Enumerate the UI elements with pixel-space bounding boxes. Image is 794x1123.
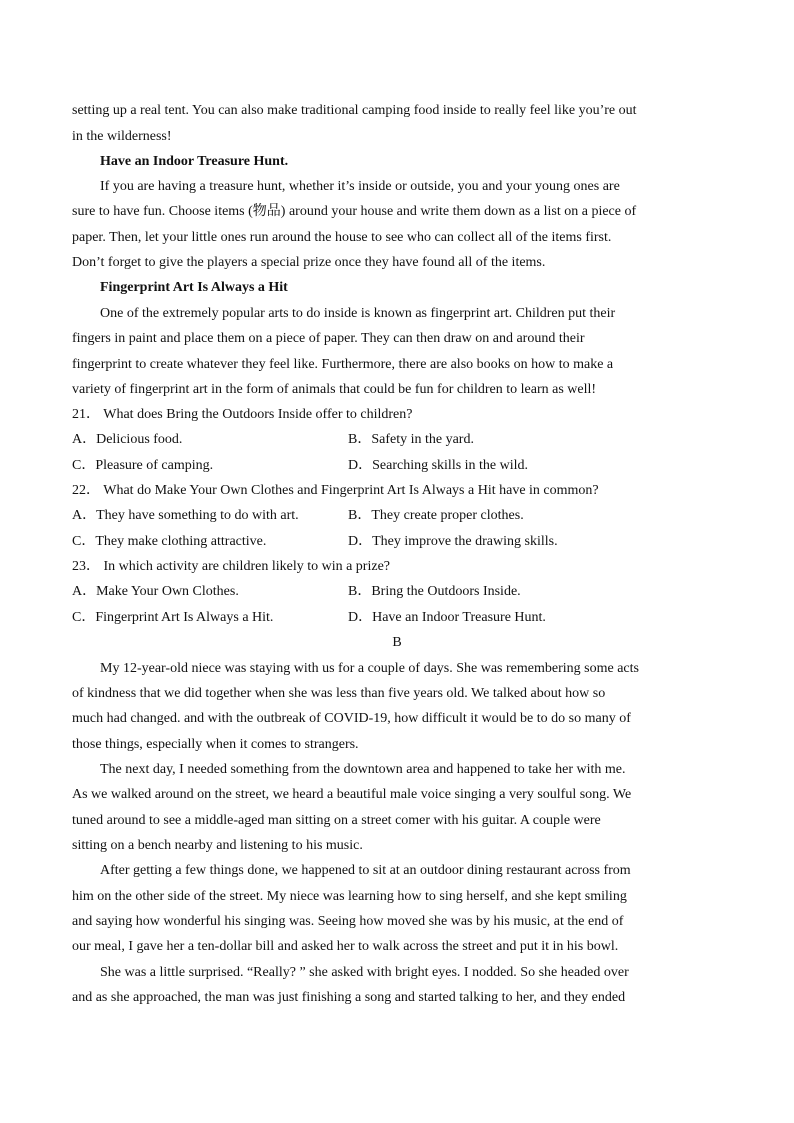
question-23-option-c: C．Fingerprint Art Is Always a Hit. <box>72 610 274 625</box>
question-stem-21: 21． What does Bring the Outdoors Inside offer to children? <box>72 407 413 422</box>
passage-line: sitting on a bench nearby and listening to his music. <box>72 838 363 853</box>
passage-line: The next day, I needed something from the downtown area and happened to take her with me. <box>100 762 626 777</box>
passage-line: much had changed. and with the outbreak of COVID-19, how difficult it would be to do so many of <box>72 711 631 726</box>
passage-line: variety of fingerprint art in the form of animals that could be fun for children to learn as well! <box>72 382 597 397</box>
question-23-option-d: D．Have an Indoor Treasure Hunt. <box>348 610 546 625</box>
passage-line: setting up a real tent. You can also make traditional camping food inside to really feel like you’re out <box>72 103 637 118</box>
question-22-option-b: B．They create proper clothes. <box>348 508 524 523</box>
passage-line: One of the extremely popular arts to do inside is known as fingerprint art. Children put their <box>100 306 616 321</box>
question-22-option-a: A．They have something to do with art. <box>72 508 299 523</box>
passage-line: After getting a few things done, we happened to sit at an outdoor dining restaurant across from <box>100 863 631 878</box>
passage-line: and saying how wonderful his singing was. Seeing how moved she was by his music, at the end of <box>72 914 624 929</box>
question-23-option-b: B．Bring the Outdoors Inside. <box>348 584 521 599</box>
passage-line: our meal, I gave her a ten-dollar bill and asked her to walk across the street and put it in his bowl. <box>72 939 619 954</box>
question-21-option-d: D．Searching skills in the wild. <box>348 458 529 473</box>
passage-line: Don’t forget to give the players a special prize once they have found all of the items. <box>72 255 546 270</box>
question-21-option-c: C．Pleasure of camping. <box>72 458 214 473</box>
passage-line: My 12-year-old niece was staying with us for a couple of days. She was remembering some acts <box>100 661 639 676</box>
question-21-option-a: A．Delicious food. <box>72 432 183 447</box>
section-heading-fingerprint-art: Fingerprint Art Is Always a Hit <box>100 280 288 295</box>
passage-line: paper. Then, let your little ones run around the house to see who can collect all of the items first. <box>72 230 612 245</box>
passage-line: him on the other side of the street. My niece was learning how to sing herself, and she kept smiling <box>72 889 627 904</box>
passage-line: fingerprint to create whatever they feel like. Furthermore, there are also books on how to make a <box>72 357 614 372</box>
question-22-option-c: C．They make clothing attractive. <box>72 534 267 549</box>
passage-line: those things, especially when it comes to strangers. <box>72 737 359 752</box>
passage-line: If you are having a treasure hunt, whether it’s inside or outside, you and your young ones are <box>100 179 620 194</box>
question-stem-23: 23． In which activity are children likely to win a prize? <box>72 559 391 574</box>
passage-line: tuned around to see a middle-aged man sitting on a street comer with his guitar. A couple were <box>72 813 601 828</box>
passage-line: sure to have fun. Choose items (物品) around your house and write them down as a list on a piece of <box>72 204 637 219</box>
question-22-option-d: D．They improve the drawing skills. <box>348 534 558 549</box>
passage-line: fingers in paint and place them on a piece of paper. They can then draw on and around their <box>72 331 585 346</box>
question-21-option-b: B．Safety in the yard. <box>348 432 474 447</box>
question-23-option-a: A．Make Your Own Clothes. <box>72 584 239 599</box>
passage-line: As we walked around on the street, we heard a beautiful male voice singing a very soulful song. We <box>72 787 632 802</box>
section-label-b: B <box>392 635 402 650</box>
section-heading-treasure-hunt: Have an Indoor Treasure Hunt. <box>100 154 289 169</box>
passage-line: in the wilderness! <box>72 129 172 144</box>
passage-line: She was a little surprised. “Really? ” she asked with bright eyes. I nodded. So she headed over <box>100 965 629 980</box>
passage-line: and as she approached, the man was just finishing a song and started talking to her, and they ended <box>72 990 626 1005</box>
passage-line: of kindness that we did together when she was less than five years old. We talked about how so <box>72 686 606 701</box>
question-stem-22: 22． What do Make Your Own Clothes and Fingerprint Art Is Always a Hit have in common? <box>72 483 599 498</box>
